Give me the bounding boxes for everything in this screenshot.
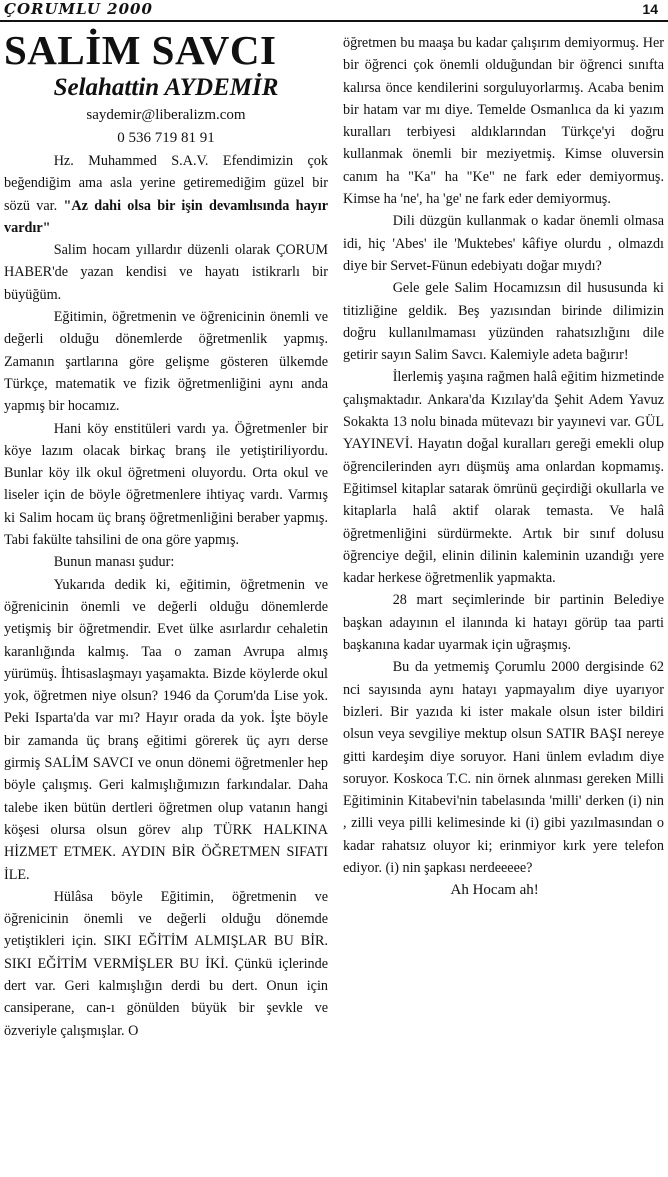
page-number: 14 <box>642 1 658 17</box>
paragraph: İlerlemiş yaşına rağmen halâ eğitim hizmetinde çalışmaktadır. Ankara'da Kızılay'da Şehit Adem Yavuz Sokakta 13 nolu binada mütevazı bir yayınevi var. GÜL YAYINEVİ. Hayatın doğal kuralları gereği emekli olup öğrencilerinden ayrı düşmüş ama onlardan kopmamış. Eğitimsel kitaplar satarak ömrünü geçirdiği okullarla ve kitaplarla halâ aktif olarak temasta. Ve halâ öğretmenliğini sürdürmekte. Artık bir sınıf dolusu öğrenciye değil, elinin dilinin kaleminin uzandığı yere kadar herkese öğretmenlik yapmakta. <box>343 369 664 587</box>
paragraph: Eğitimin, öğretmenin ve öğrenicinin önemli ve değerli olduğu dönemlerde öğretmenlik yapmış. Zamanın şartlarına göre gelişme gösteren ülkemde Türkçe, matematik ve fizik öğretmenliğini aynı anda yapmış bir hocamız. <box>4 309 328 415</box>
paragraph: 28 mart seçimlerinde bir partinin Belediye başkan adayının el ilanında ki hatayı görüp taa parti başkanına kadar uyarmak için uğraşmış. <box>343 592 664 654</box>
author-email: saydemir@liberalizm.com <box>86 107 246 123</box>
paragraph: Bunun manası şudur: <box>53 554 175 571</box>
paragraph: Gele gele Salim Hocamızsın dil hususunda ki titizliğine geldik. Beş yazısından birinde dilimizin doğru kullanılmaması yüzünden rahatsızlığını dile getirir sayın Salim Savcı. Kalemiyle adeta bağırır! <box>343 280 664 364</box>
quote: "Az dahi olsa bir işin devamlısında hayır vardır" <box>4 197 329 236</box>
paragraph: öğretmen bu maaşa bu kadar çalışırım demiyormuş. Her bir öğrenci çok önemli olduğundan bir öğrenci sınıfta kalırsa önce kendilerini sorguluyorlarmış. Acaba benim bir hatam var mı diye. Temelde Osmanlıca da ki yazım kuralları terbiyesi aldıklarından Türkçe'yi doğru kullanmak önemli bir meziyetmiş. Kimse oluversin canım ha "Ka" ha "Ke" ne fark eder demiyormuş. Kimse ha 'ne', ha 'ge' ne fark eder demiyormuş. <box>343 35 664 208</box>
closing-line: Ah Hocam ah! <box>450 882 539 899</box>
paragraph: Hülâsa böyle Eğitimin, öğretmenin ve öğrenicinin önemli ve değerli olduğu dönemde yetiştikleri için. SIKI EĞİTİM ALMIŞLAR BU BİR. SIKI EĞİTİM VERMİŞLER BU İKİ. Çünkü içlerinde dert var. Geri kalmışlığın derdi bu dert. Onun için cansiperane, can-ı gönülden büyük bir şevkle ve özveriyle çalışmışlar. O <box>4 888 328 1039</box>
left-column <box>4 28 328 1042</box>
header-rule <box>0 20 668 22</box>
author-name: Selahattin AYDEMİR <box>53 74 279 101</box>
page-header <box>0 0 668 22</box>
article-title: SALİM SAVCI <box>4 27 277 73</box>
masthead: ÇORUMLU 2000 <box>4 0 153 18</box>
paragraph: Hz. Muhammed S.A.V. Efendimizin çok beğendiğim ama asla yerine getiremediğim güzel bir sözü var. "Az dahi olsa bir işin devamlısında hayır vardır" <box>4 153 329 236</box>
paragraph: Yukarıda dedik ki, eğitimin, öğretmenin ve öğrenicinin önemli ve değerli olduğu dönemlerde yetişmiş bir öğretmendir. Evet ülke asırlardır cehaletin karanlığında kalmış. Taa o zaman Avrupa almış yürümüş. İhtisaslaşmayı yaşamakta. Bizde köylerde okul yok, öğretmen niye olsun? 1946 da Çorum'da Lise yok. Peki Isparta'da var mı? Hayır orada da yok. İşte böyle bir zamanda üç branş eğitimi görerek üç ayrı derse girmiş SALİM SAVCI ve onun dönemi öğretmenler hep böyle çalışmış. Geri kalmışlığımızın farkındalar. Daha talebe iken bütün dertleri öğretmen olup vatanın hangi köşesi olursa olsun görev alıp TÜRK HALKINA HİZMET ETMEK. AYDIN BİR ÖĞRETMEN SIFATI İLE. <box>4 576 328 883</box>
paragraph: Salim hocam yıllardır düzenli olarak ÇORUM HABER'de yazan kendisi ve hayatı istikrarlı bir büyüğüm. <box>4 242 328 303</box>
author-phone: 0 536 719 81 91 <box>117 130 215 146</box>
paragraph: Bu da yetmemiş Çorumlu 2000 dergisinde 62 nci sayısında aynı hatayı yapmayalım diye uyarıyor bizleri. Bir yazıda ki ister makale olsun ister bildiri olsun veya sevgiliye mektup olsun SATIR BAŞI nereye gitti kardeşim diye soruyor. Hani ünlem evladım diye soruyor. Koskoca T.C. nin örnek alınması gereken Milli Eğitiminin Kitabevi'nin tabelasında 'milli' derken (i) nin , zilli veya pilli kelimesinde ki (i) gibi yazılmasından o kadar rahatsız oluyor ki; erinmiyor kırk yere telefon ediyor. (i) nin şapkası nerdeeeee? <box>343 659 664 876</box>
paragraph: Hani köy enstitüleri vardı ya. Öğretmenler bir köye lazım olacak birkaç branş ile yetiştiriliyordu. Bunlar köy ilk okul öğretmeni oluyordu. Orta okul ve liseler için de böyle öğretmenlere ihtiyaç vardı. Varmış ki Salim hocam üç branş öğretmenliğini beraber yapmış. Tabi fakülte tahsilini de ona göre yapmış. <box>4 420 328 549</box>
right-column <box>343 32 664 902</box>
paragraph: Dili düzgün kullanmak o kadar önemli olmasa idi, hiç 'Abes' ile 'Muktebes' kâfiye olurdu , olmazdı diye bir Servet-Fünun edebiyatı doğar mıydı? <box>343 213 664 274</box>
